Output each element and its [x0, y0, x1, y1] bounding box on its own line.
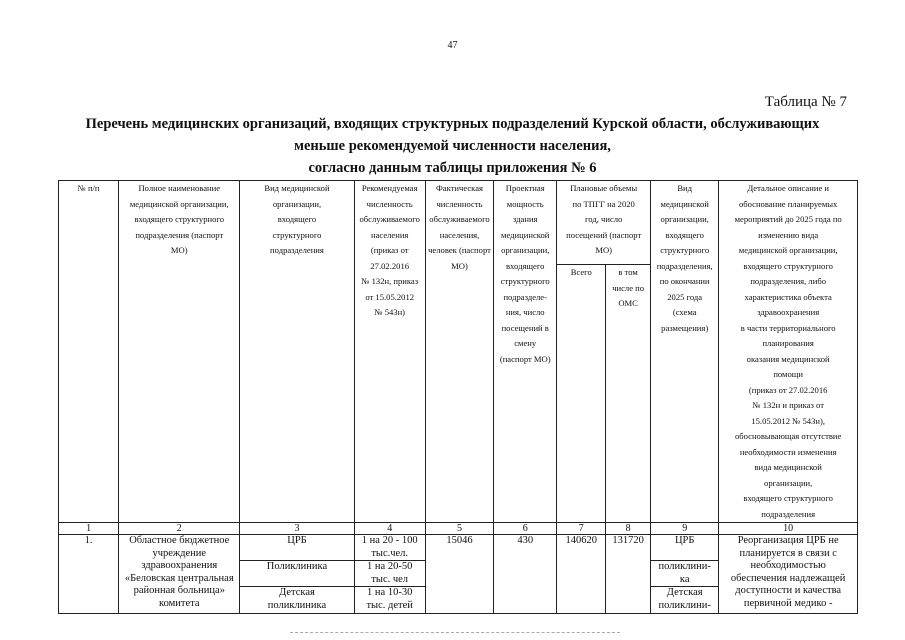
header-row — [59, 181, 858, 265]
cell-line: обосновывающая отсутствие — [734, 431, 842, 441]
column-number: 5 — [425, 523, 493, 535]
cell-line: ЦРБ — [674, 535, 695, 546]
organizations-table — [58, 180, 858, 614]
header-org-type — [240, 181, 354, 523]
cell-line: тыс. чел — [371, 573, 409, 585]
header-actual — [425, 181, 493, 523]
cell-line: входящего структурного — [134, 214, 225, 224]
cell-line: поликлини- — [658, 599, 711, 611]
cell-line: подразделения (паспорт — [135, 229, 224, 240]
cell-line: медицинской организации, — [129, 198, 229, 209]
cell-line: 1 на 10-30 — [367, 587, 413, 598]
cell-line: подразделения — [761, 508, 816, 519]
column-number: 3 — [240, 523, 354, 535]
cell-line: доступности и качества — [735, 585, 842, 596]
cell-line: обоснование планируемых — [738, 198, 838, 209]
planned-oms: 131720 — [606, 535, 651, 614]
cell-line: помощи — [773, 369, 803, 379]
cell-line: входящего — [506, 260, 545, 271]
org-type — [240, 535, 354, 561]
header-description — [719, 181, 858, 523]
cell-line: в том — [618, 267, 638, 278]
cell-line: Детская — [279, 587, 315, 598]
org-type — [240, 587, 354, 614]
cell-line: структурного — [272, 229, 322, 240]
cell-line: от 15.05.2012 — [365, 291, 415, 302]
cell-line: МО) — [451, 260, 468, 271]
planned-total: 140620 — [557, 535, 606, 614]
header-recommended — [354, 181, 425, 523]
cell-line: планируется в связи с — [739, 547, 837, 559]
cell-line: посещений (паспорт — [566, 229, 642, 240]
cell-line: входящего структурного — [743, 260, 833, 271]
cell-line: № п/п — [77, 183, 100, 193]
recommended-population — [354, 561, 425, 587]
recommended-population — [354, 587, 425, 614]
row-number: 1. — [59, 535, 119, 614]
cell-line: 15.05.2012 № 543н), — [751, 415, 825, 426]
column-number: 1 — [59, 523, 119, 535]
header-capacity — [494, 181, 557, 523]
cell-line: ния, число — [505, 307, 545, 317]
header-full-name — [119, 181, 240, 523]
header-planned-volumes — [557, 181, 651, 265]
cell-line: медицинской — [660, 198, 709, 209]
org-type-2025 — [651, 535, 719, 561]
cell-line: (приказ от — [370, 245, 409, 255]
cell-line: необходимостью — [750, 560, 826, 571]
title-line-3: согласно данным таблицы приложения № 6 — [308, 160, 597, 176]
cell-line: размещения) — [661, 322, 709, 333]
cell-line: Вид медицинской — [264, 183, 330, 193]
cell-line: смену — [514, 338, 537, 348]
cell-line: планирования — [762, 338, 814, 348]
cell-line: Плановые объемы — [570, 183, 638, 193]
cell-line: Рекомендуемая — [361, 183, 418, 193]
recommended-population — [354, 535, 425, 561]
cell-line: в части территориального — [740, 322, 836, 333]
cell-line: 1 на 20 - 100 — [361, 535, 418, 546]
cell-line: 27.02.2016 — [370, 260, 410, 271]
cell-line: ОМС — [618, 298, 638, 309]
cell-line: «Беловская центральная — [124, 572, 234, 584]
cell-line: Поликлиника — [266, 561, 328, 572]
column-number: 8 — [606, 523, 651, 535]
cell-line: населения, — [439, 229, 480, 240]
header-type-2025 — [651, 181, 719, 523]
table-row — [59, 535, 858, 561]
column-number: 4 — [354, 523, 425, 535]
cell-line: Областное бюджетное — [129, 535, 230, 546]
cell-line: изменению вида — [758, 229, 819, 240]
cell-line: Вид — [677, 183, 693, 193]
cell-line: подразделе- — [503, 291, 547, 302]
cell-line: численность — [366, 198, 413, 209]
cell-line: первичной медико - — [743, 597, 833, 609]
cell-line: здравоохранения — [757, 307, 820, 317]
column-number: 2 — [119, 523, 240, 535]
cell-line: организации, — [660, 214, 709, 224]
design-capacity: 430 — [494, 535, 557, 614]
cell-line: ка — [679, 573, 690, 585]
cell-line: по ТПГГ на 2020 — [572, 198, 635, 209]
cell-line: поликлини- — [658, 561, 711, 572]
cell-line: подразделения, — [656, 260, 713, 271]
cell-line: районная больница» — [133, 585, 225, 596]
cell-line: Фактическая — [436, 183, 483, 193]
cell-line: 2025 года — [667, 291, 703, 302]
header-total — [557, 265, 606, 523]
cell-line: входящего — [665, 229, 704, 240]
cell-line: Полное наименование — [138, 183, 221, 193]
cell-line: 1 на 20-50 — [367, 561, 413, 572]
cell-line: здания — [512, 214, 538, 224]
page-number: 47 — [447, 40, 458, 51]
cell-line: Проектная — [505, 183, 545, 193]
cell-line: медицинской организации, — [738, 245, 838, 255]
cell-line: Детская — [666, 587, 703, 598]
cell-line: Всего — [570, 267, 592, 278]
cell-line: комитета — [159, 597, 200, 609]
column-number: 6 — [494, 523, 557, 535]
cell-line: оказания медицинской — [746, 353, 830, 364]
cell-line: № 132н, приказ — [361, 276, 419, 286]
header-oms — [606, 265, 651, 523]
column-number-row — [59, 523, 858, 535]
column-number: 7 — [557, 523, 606, 535]
cell-line: (паспорт МО) — [499, 353, 551, 364]
header-num — [59, 181, 119, 523]
org-type-2025 — [651, 561, 719, 587]
cell-line: мероприятий до 2025 года по — [734, 214, 842, 224]
measures-description — [719, 535, 858, 614]
table-label: Таблица № 7 — [764, 94, 847, 110]
cell-line: № 132н и приказ от — [752, 400, 824, 410]
cell-line: медицинской — [501, 229, 550, 240]
cell-line: подразделения — [270, 245, 324, 255]
cell-line: входящего структурного — [743, 493, 833, 503]
cell-line: № 543н) — [374, 307, 406, 317]
cell-line: посещений в — [501, 322, 549, 333]
cell-line: организации, — [272, 198, 322, 209]
cell-line: МО) — [595, 245, 613, 255]
cell-line: поликлиника — [267, 599, 327, 611]
cell-line: входящего — [277, 214, 317, 224]
title-line-2: меньше рекомендуемой численности населения, — [294, 138, 611, 154]
cell-line: (приказ от 27.02.2016 — [748, 384, 828, 395]
cell-line: обслуживаемого — [359, 214, 420, 224]
cell-line: здравоохранения — [141, 560, 218, 571]
cell-line: структурного — [660, 245, 710, 255]
cell-line: тыс. детей — [366, 599, 413, 611]
column-number: 10 — [719, 523, 858, 535]
org-type-2025 — [651, 587, 719, 614]
cell-line: подразделения, либо — [750, 276, 826, 286]
cell-line: год, число — [585, 214, 623, 224]
cell-line: по окончании — [659, 276, 710, 286]
cell-line: численность — [436, 198, 483, 209]
cell-line: мощность — [506, 198, 544, 209]
cell-line: МО) — [170, 245, 188, 255]
cell-line: числе по — [612, 282, 645, 293]
cell-line: тыс.чел. — [371, 547, 409, 559]
cell-line: учреждение — [152, 547, 207, 559]
cell-line: характеристика объекта — [744, 291, 832, 302]
cell-line: человек (паспорт — [428, 245, 491, 255]
cell-line: организации, — [501, 245, 550, 255]
actual-population: 15046 — [425, 535, 493, 614]
cell-line: (схема — [672, 307, 697, 317]
cell-line: структурного — [500, 276, 550, 286]
cell-line: необходимости изменения — [739, 446, 837, 457]
cell-line: организации, — [764, 477, 813, 488]
cell-line: населения — [370, 229, 409, 240]
title-line-1: Перечень медицинских организаций, входящих структурных подразделений Курской области, обслуживающих — [85, 116, 820, 132]
cell-line: ЦРБ — [287, 535, 307, 546]
cell-line: Реорганизация ЦРБ не — [737, 535, 839, 546]
cell-line: вида медицинской — [754, 462, 822, 472]
org-type — [240, 561, 354, 587]
org-full-name — [119, 535, 240, 614]
page-edge-line — [290, 632, 620, 633]
cell-line: Детальное описание и — [747, 183, 830, 193]
column-number: 9 — [651, 523, 719, 535]
cell-line: обеспечения надлежащей — [730, 572, 846, 584]
cell-line: обслуживаемого — [429, 214, 490, 224]
